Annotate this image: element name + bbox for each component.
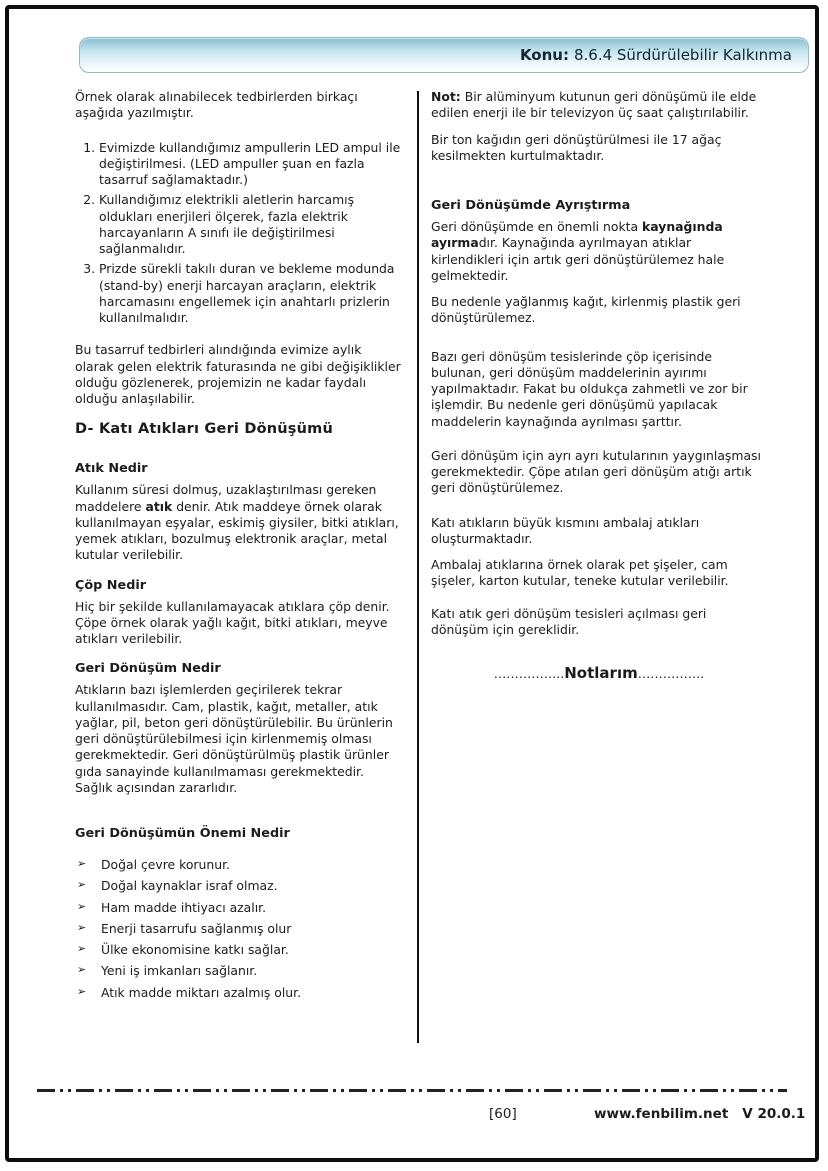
- cop-heading: Çöp Nedir: [75, 577, 147, 593]
- list-item: ➢ Enerji tasarrufu sağlanmış olur: [75, 921, 403, 937]
- notes-dots-right: …………….: [637, 666, 705, 681]
- list-item: ➢ Atık madde miktarı azalmış olur.: [75, 985, 403, 1001]
- tesisler-paragraph: Katı atık geri dönüşüm tesisleri açılması geri dönüşüm için gereklidir.: [431, 605, 707, 637]
- page-number: [60]: [489, 1106, 517, 1122]
- importance-list: [75, 857, 403, 1001]
- ayristirma-heading: Geri Dönüşümde Ayrıştırma: [431, 198, 631, 213]
- geri-donusum-heading: Geri Dönüşüm Nedir: [75, 661, 221, 677]
- atik-text-bold: atık: [145, 498, 173, 514]
- footer: [9, 1106, 815, 1126]
- atik-heading: Atık Nedir: [75, 461, 148, 477]
- list-item: ➢ Doğal kaynaklar israf olmaz.: [75, 878, 403, 894]
- onem-heading: Geri Dönüşümün Önemi Nedir: [75, 826, 290, 841]
- note-paragraph-2: Bir ton kağıdın geri dönüştürülmesi ile 17 ağaç kesilmekten kurtulmaktadır.: [431, 131, 722, 163]
- atik-text-post: denir. Atık maddeye örnek olarak kullanılmayan eşyalar, eskimiş giysiler, bitki atıkları, yemek atıkları, bozulmuş elektronik araçlar, metal kutular verilebilir.: [75, 498, 399, 563]
- page-frame: [5, 5, 819, 1162]
- right-column: [431, 89, 767, 682]
- column-divider: [417, 91, 419, 1043]
- topic-label: Konu:: [519, 46, 569, 64]
- site-credit: [594, 1106, 805, 1122]
- section-d-title: D- Katı Atıkları Geri Dönüşümü: [75, 421, 333, 438]
- geri-donusum-paragraph: Atıkların bazı işlemlerden geçirilerek tekrar kullanılmasıdır. Cam, plastik, kağıt, metaller, atık yağlar, pil, beton geri dönüştürülebilir. Bu ürünlerin geri dönüştürülebilmesi için kirlenmemiş olması gerekmektedir. Geri dönüştürülmüş plastik ürünler gıda sanayinde kullanılmaması gerekmektedir. Sağlık açısından zararlıdır.: [75, 682, 393, 795]
- tesis-paragraph: Bazı geri dönüşüm tesislerinde çöp içerisinde bulunan, geri dönüşüm maddelerinin ayırımı yapılmaktadır. Fakat bu oldukça zahmetli ve zor bir işlemdir. Bu nedenle geri dönüşümü yapılacak maddelerin kaynağında ayrılması şarttır.: [431, 348, 748, 429]
- kutular-paragraph: Geri dönüşüm için ayrı ayrı kutularının yaygınlaşması gerekmektedir. Çöpe atılan geri dönüşüm atığı artık geri dönüştürülemez.: [431, 447, 761, 496]
- note-paragraph: [431, 89, 767, 122]
- ayristirma-text-bold: kaynağında ayırma: [431, 219, 723, 251]
- list-item: 1. Evimizde kullandığımız ampullerin LED ampul ile değiştirilmesi. (LED ampuller şuan en fazla tasarruf sağlamaktadır.): [99, 140, 403, 189]
- list-item: ➢ Yeni iş imkanları sağlanır.: [75, 963, 403, 979]
- content-columns: [9, 73, 815, 1043]
- footer-rule: [37, 1089, 787, 1092]
- ayristirma-text-post: dır. Kaynağında ayrılmayan atıklar kirlendikleri için artık geri dönüştürülemez hale gelmektedir.: [431, 235, 725, 283]
- atik-text-pre: Kullanım süresi dolmuş, uzaklaştırılması gereken maddelere: [75, 482, 377, 514]
- note-label: Not:: [431, 89, 461, 104]
- notes-line: [431, 664, 767, 682]
- summary-paragraph: Bu tasarruf tedbirleri alındığında evimize aylık olarak gelen elektrik faturasında ne gibi değişiklikler olduğu gözlenerek, projemizin ne kadar faydalı olduğu anlaşılabilir.: [75, 342, 401, 406]
- ayristirma-paragraph: [431, 219, 767, 284]
- ambalaj-paragraph: Katı atıkların büyük kısmını ambalaj atıkları oluşturmaktadır.: [431, 514, 700, 546]
- list-item: ➢ Ham madde ihtiyacı azalır.: [75, 900, 403, 916]
- ayristirma-text-pre: Geri dönüşümde en önemli nokta: [431, 219, 643, 234]
- site-url: www.fenbilim.net: [594, 1106, 729, 1122]
- ayristirma-paragraph-2: Bu nedenle yağlanmış kağıt, kirlenmiş plastik geri dönüştürülemez.: [431, 294, 741, 326]
- topic-banner: [79, 37, 809, 73]
- list-item: ➢ Doğal çevre korunur.: [75, 857, 403, 873]
- left-column: [75, 89, 403, 1006]
- cop-paragraph: Hiç bir şekilde kullanılamayacak atıklara çöp denir. Çöpe örnek olarak yağlı kağıt, bitki atıkları, meyve atıkları verilebilir.: [75, 598, 390, 646]
- atik-paragraph: [75, 482, 403, 563]
- notes-dots-left: ……………..: [493, 666, 565, 681]
- notes-label: Notlarım: [564, 664, 638, 682]
- list-item: ➢ Ülke ekonomisine katkı sağlar.: [75, 942, 403, 958]
- energy-tips-list: [75, 140, 403, 327]
- ambalaj-paragraph-2: Ambalaj atıklarına örnek olarak pet şişeler, cam şişeler, karton kutular, teneke kutular verilebilir.: [431, 557, 729, 589]
- note-text: Bir alüminyum kutunun geri dönüşümü ile elde edilen enerji ile bir televizyon üç saat çalıştırılabilir.: [431, 89, 757, 121]
- list-item: 3. Prizde sürekli takılı duran ve bekleme modunda (stand-by) enerji harcayan araçların, elektrik harcamasını engellemek için anahtarlı prizlerin kullanılmalıdır.: [99, 261, 403, 326]
- topic-title: 8.6.4 Sürdürülebilir Kalkınma: [573, 46, 792, 64]
- intro-paragraph: Örnek olarak alınabilecek tedbirlerden birkaçı aşağıda yazılmıştır.: [75, 89, 358, 121]
- version-label: V 20.0.1: [742, 1106, 806, 1122]
- list-item: 2. Kullandığımız elektrikli aletlerin harcamış oldukları enerjileri ölçerek, fazla elektrik harcayanların A sınıfı ile değiştirilmesi sağlanmalıdır.: [99, 192, 403, 257]
